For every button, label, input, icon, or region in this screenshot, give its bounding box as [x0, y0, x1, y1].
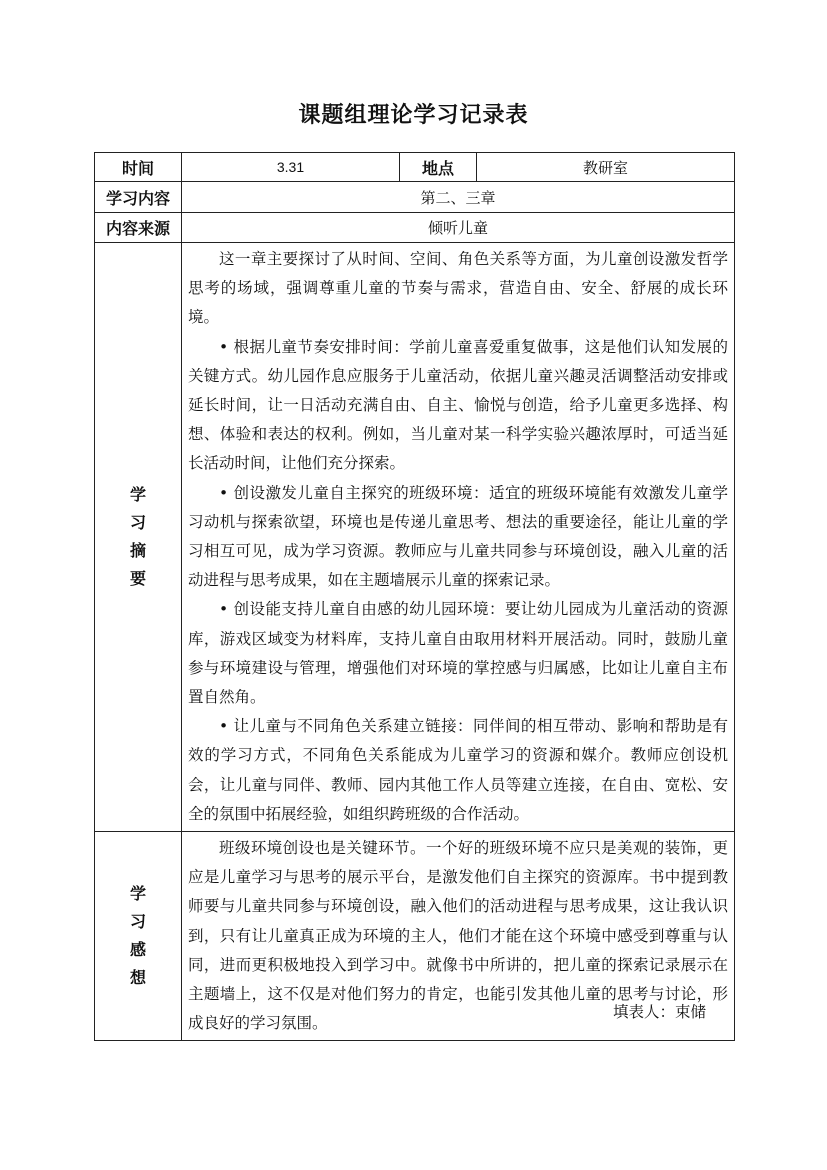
time-label: 时间 [95, 153, 182, 182]
summary-paragraph: 这一章主要探讨了从时间、空间、角色关系等方面，为儿童创设激发哲学思考的场域，强调尊重儿童的节奏与需求，营造自由、安全、舒展的成长环境。 [188, 250, 728, 327]
page-title: 课题组理论学习记录表 [298, 103, 529, 128]
summary-label-char: 摘 [129, 541, 146, 561]
summary-paragraph: • 创设激发儿童自主探究的班级环境：适宜的班级环境能有效激发儿童学习动机与探索欲望，环境也是传递儿童思考、想法的重要途径，能让儿童的学习相互可见，成为学习资源。教师应与儿童共同参与环境创设，融入儿童的活动进程与思考成果，如在主题墙展示儿童的探索记录。 [188, 483, 728, 590]
summary-paragraph: • 创设能支持儿童自由感的幼儿园环境：要让幼儿园成为儿童活动的资源库，游戏区域变为材料库，支持儿童自由取用材料开展活动。同时，鼓励儿童参与环境建设与管理，增强他们对环境的掌控感与归属感，比如让儿童自主布置自然角。 [188, 600, 728, 707]
summary-label-char: 习 [129, 513, 146, 533]
summary-label [95, 243, 182, 832]
row-time [95, 153, 735, 182]
place-value: 教研室 [477, 153, 735, 182]
form-filler: 填表人：束储 [612, 1003, 706, 1021]
reflection-label-char: 习 [129, 912, 146, 932]
reflection-label-char: 想 [129, 968, 146, 988]
row-summary [95, 243, 735, 832]
summary-label-char: 要 [129, 569, 146, 589]
summary-paragraph: • 根据儿童节奏安排时间：学前儿童喜爱重复做事，这是他们认知发展的关键方式。幼儿园作息应服务于儿童活动，依据儿童兴趣灵活调整活动安排或延长时间，让一日活动充满自由、自主、愉悦与创造，给予儿童更多选择、构想、体验和表达的权利。例如，当儿童对某一科学实验兴趣浓厚时，可适当延长活动时间，让他们充分探索。 [188, 337, 728, 473]
summary-paragraph: • 让儿童与不同角色关系建立链接：同伴间的相互带动、影响和帮助是有效的学习方式，不同角色关系能成为儿童学习的资源和媒介。教师应创设机会，让儿童与同伴、教师、园内其他工作人员等建立连接，在自由、宽松、安全的氛围中拓展经验，如组织跨班级的合作活动。 [188, 717, 728, 823]
content-value: 第二、三章 [182, 182, 735, 213]
reflection-label-char: 学 [129, 884, 146, 904]
content-label: 学习内容 [95, 182, 182, 213]
source-label: 内容来源 [95, 213, 182, 243]
time-value: 3.31 [182, 153, 400, 182]
record-table [94, 152, 735, 1041]
summary-content [182, 243, 735, 832]
source-value: 倾听儿童 [182, 213, 735, 243]
row-content [95, 182, 735, 213]
row-source [95, 213, 735, 243]
summary-label-char: 学 [129, 485, 146, 505]
place-label: 地点 [400, 153, 477, 182]
reflection-label-char: 感 [129, 940, 146, 960]
reflection-paragraph: 班级环境创设也是关键环节。一个好的班级环境不应只是美观的装饰，更应是儿童学习与思考的展示平台，是激发他们自主探究的资源库。书中提到教师要与儿童共同参与环境创设，融入他们的活动进程与思考成果，这让我认识到，只有让儿童真正成为环境的主人，他们才能在这个环境中感受到尊重与认同，进而更积极地投入到学习中。就像书中所讲的，把儿童的探索记录展示在主题墙上，这不仅是对他们努力的肯定，也能引发其他儿童的思考与讨论，形成良好的学习氛围。 [188, 839, 728, 1033]
